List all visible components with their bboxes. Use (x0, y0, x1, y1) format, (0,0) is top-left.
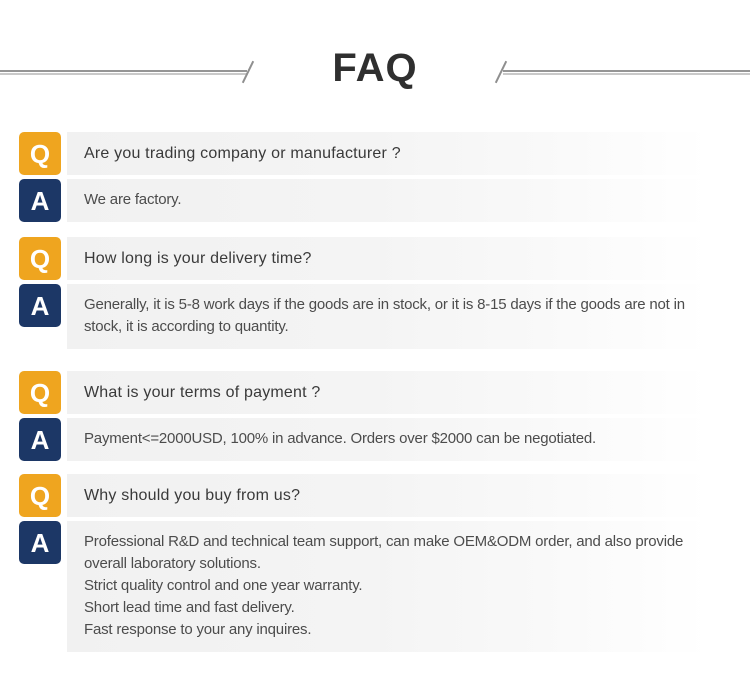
answer-badge-icon (19, 284, 61, 327)
answer-badge-icon (19, 418, 61, 461)
question-text: What is your terms of payment ? (84, 383, 321, 401)
q-badge-label: Q (29, 377, 51, 408)
a-badge-label: A (30, 185, 50, 216)
answer-badge-icon (19, 179, 61, 222)
question-row (19, 132, 735, 175)
answer-line: Strict quality control and one year warranty. (84, 577, 363, 594)
answer-line: Generally, it is 5-8 work days if the goods are in stock, or it is 8-15 days if the goods are not in stock, it is according to quantity. (84, 296, 685, 335)
faq-pair (19, 371, 735, 461)
question-badge-icon (19, 132, 61, 175)
question-row (19, 474, 735, 517)
faq-list (19, 0, 735, 697)
a-badge-label: A (30, 290, 50, 321)
answer-text (84, 428, 725, 450)
answer-text (84, 294, 725, 338)
answer-row (19, 418, 735, 461)
question-badge-icon (19, 371, 61, 414)
question-row (19, 237, 735, 280)
answer-line: Professional R&D and technical team support, can make OEM&ODM order, and also provide overall laboratory solutions. (84, 533, 684, 572)
question-row (19, 371, 735, 414)
question-text: How long is your delivery time? (84, 249, 312, 267)
answer-row (19, 521, 735, 652)
a-badge-label: A (30, 424, 50, 455)
page-title: FAQ (332, 46, 418, 90)
answer-bar (67, 521, 735, 652)
answer-line: Fast response to your any inquires. (84, 621, 312, 638)
question-badge-icon (19, 474, 61, 517)
question-text: Are you trading company or manufacturer ? (84, 144, 401, 162)
answer-line: Payment<=2000USD, 100% in advance. Orders over $2000 can be negotiated. (84, 430, 596, 447)
answer-line: We are factory. (84, 191, 182, 208)
a-badge-label: A (30, 527, 50, 558)
answer-bar (67, 418, 735, 461)
question-bar (67, 371, 735, 414)
question-text: Why should you buy from us? (84, 486, 301, 504)
answer-row (19, 179, 735, 222)
answer-text (84, 531, 725, 641)
question-bar (67, 474, 735, 517)
q-badge-label: Q (29, 480, 51, 511)
question-bar (67, 132, 735, 175)
faq-pair (19, 474, 735, 652)
answer-bar (67, 284, 735, 349)
answer-text (84, 189, 725, 211)
q-badge-label: Q (29, 138, 51, 169)
answer-line: Short lead time and fast delivery. (84, 599, 295, 616)
question-bar (67, 237, 735, 280)
answer-badge-icon (19, 521, 61, 564)
faq-pair (19, 132, 735, 222)
answer-row (19, 284, 735, 349)
question-badge-icon (19, 237, 61, 280)
answer-bar (67, 179, 735, 222)
faq-pair (19, 237, 735, 349)
q-badge-label: Q (29, 243, 51, 274)
